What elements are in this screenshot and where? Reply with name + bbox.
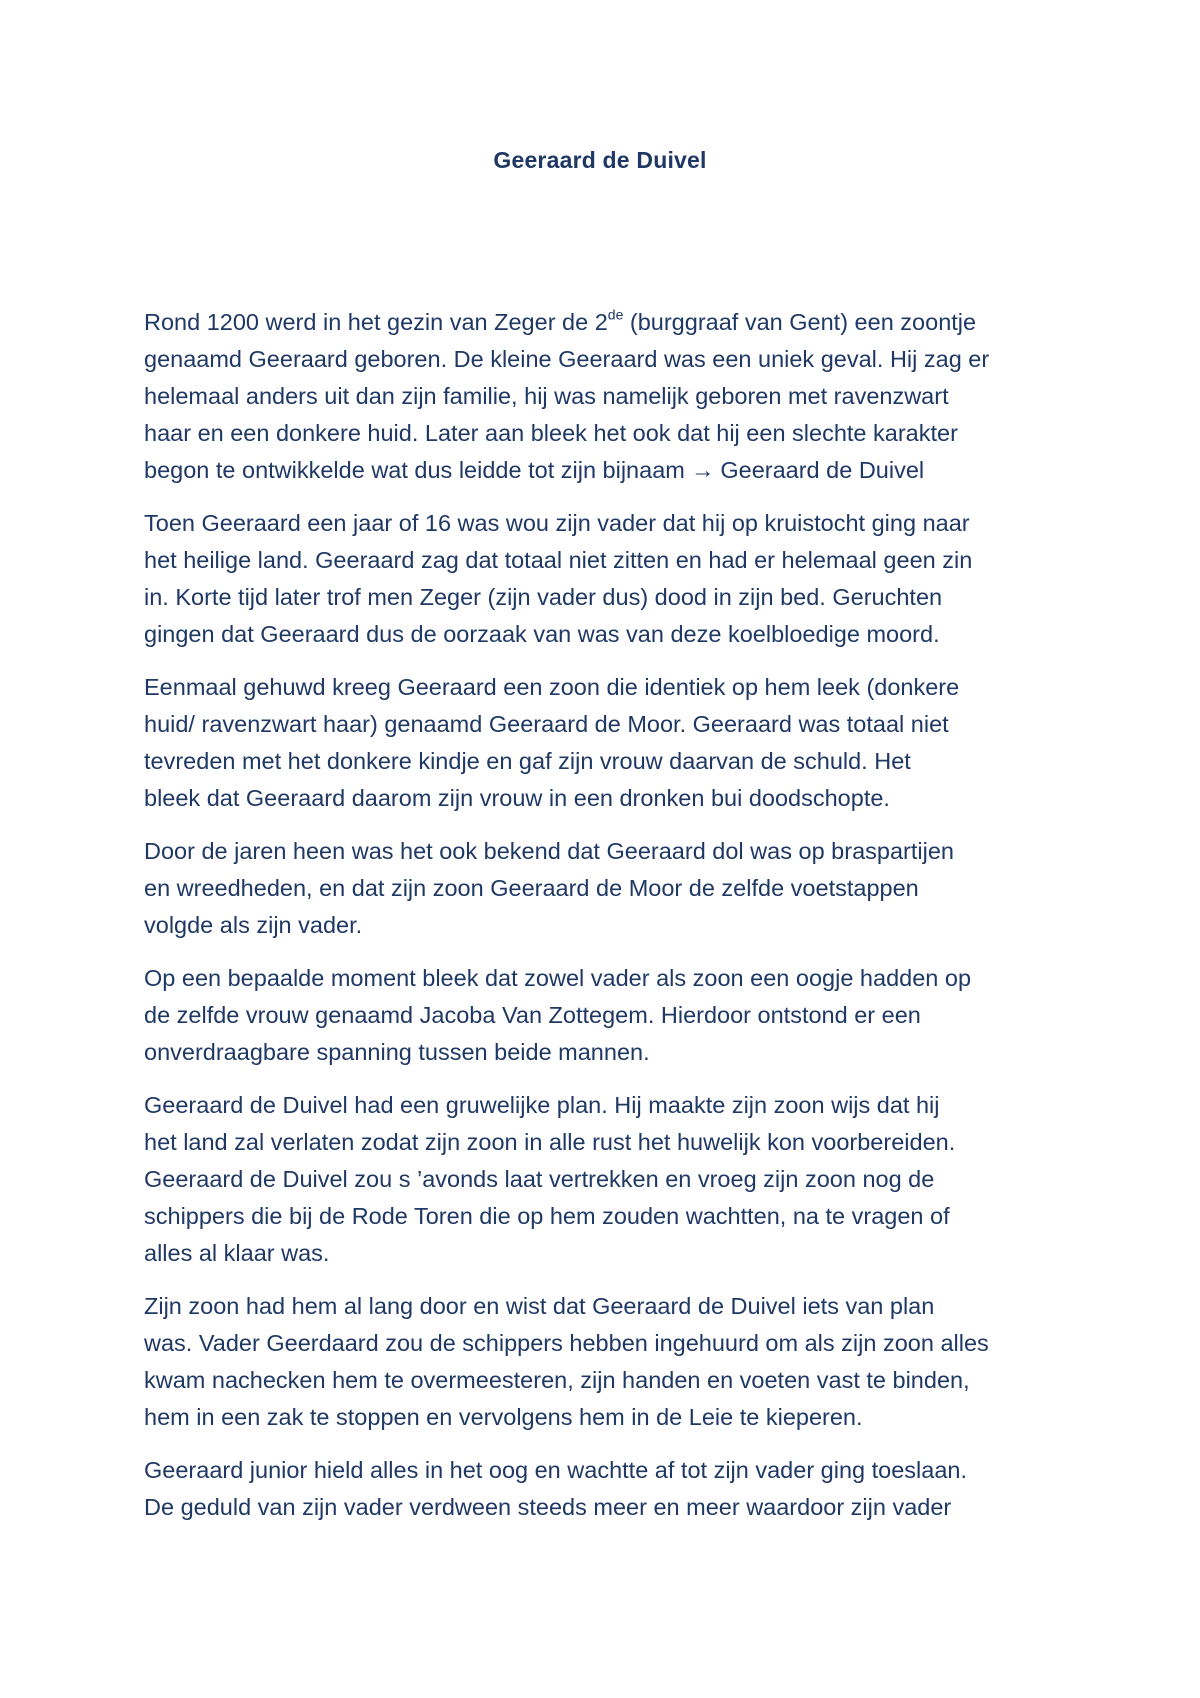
paragraph-5 bbox=[144, 960, 1074, 1071]
paragraph-6 bbox=[144, 1087, 1074, 1272]
document-body bbox=[144, 304, 1074, 1542]
text-line: volgde als zijn vader. bbox=[144, 912, 363, 938]
arrow-right-icon: → bbox=[690, 457, 715, 483]
superscript: de bbox=[607, 306, 624, 323]
paragraph-2 bbox=[144, 505, 1074, 653]
text-line: Rond 1200 werd in het gezin van Zeger de 2de (burggraaf van Gent) een zoontje bbox=[144, 306, 977, 335]
text-line: het land zal verlaten zodat zijn zoon in alle rust het huwelijk kon voorbereiden. bbox=[144, 1129, 956, 1155]
document-title: Geeraard de Duivel bbox=[493, 147, 707, 173]
text-line: bleek dat Geeraard daarom zijn vrouw in een dronken bui doodschopte. bbox=[144, 785, 890, 811]
text-line: in. Korte tijd later trof men Zeger (zijn vader dus) dood in zijn bed. Geruchten bbox=[144, 584, 943, 610]
text-line: Geeraard de Duivel had een gruwelijke plan. Hij maakte zijn zoon wijs dat hij bbox=[144, 1092, 940, 1118]
paragraph-8 bbox=[144, 1452, 1074, 1526]
text-line: en wreedheden, en dat zijn zoon Geeraard de Moor de zelfde voetstappen bbox=[144, 875, 919, 901]
text-line: Op een bepaalde moment bleek dat zowel vader als zoon een oogje hadden op bbox=[144, 965, 972, 991]
text-line: Door de jaren heen was het ook bekend dat Geeraard dol was op braspartijen bbox=[144, 838, 954, 864]
text-line: begon te ontwikkelde wat dus leidde tot zijn bijnaam → Geeraard de Duivel bbox=[144, 452, 1074, 489]
paragraph-7 bbox=[144, 1288, 1074, 1436]
text-line: Zijn zoon had hem al lang door en wist dat Geeraard de Duivel iets van plan bbox=[144, 1293, 935, 1319]
text-line: tevreden met het donkere kindje en gaf zijn vrouw daarvan de schuld. Het bbox=[144, 748, 911, 774]
paragraph-3 bbox=[144, 669, 1074, 817]
text-line: genaamd Geeraard geboren. De kleine Geeraard was een uniek geval. Hij zag er bbox=[144, 346, 990, 372]
text-line: Toen Geeraard een jaar of 16 was wou zijn vader dat hij op kruistocht ging naar bbox=[144, 510, 970, 536]
text-line: De geduld van zijn vader verdween steeds meer en meer waardoor zijn vader bbox=[144, 1494, 952, 1520]
text-line: Geeraard de Duivel zou s ’avonds laat vertrekken en vroeg zijn zoon nog de bbox=[144, 1166, 935, 1192]
text-line: hem in een zak te stoppen en vervolgens hem in de Leie te kieperen. bbox=[144, 1404, 863, 1430]
text-line: huid/ ravenzwart haar) genaamd Geeraard de Moor. Geeraard was totaal niet bbox=[144, 711, 949, 737]
text-line: onverdraagbare spanning tussen beide mannen. bbox=[144, 1039, 650, 1065]
text-line: alles al klaar was. bbox=[144, 1240, 330, 1266]
text-line: Eenmaal gehuwd kreeg Geeraard een zoon die identiek op hem leek (donkere bbox=[144, 674, 960, 700]
text-line: Geeraard junior hield alles in het oog en wachtte af tot zijn vader ging toeslaan. bbox=[144, 1457, 968, 1483]
text-line: de zelfde vrouw genaamd Jacoba Van Zottegem. Hierdoor ontstond er een bbox=[144, 1002, 921, 1028]
text-line: haar en een donkere huid. Later aan bleek het ook dat hij een slechte karakter bbox=[144, 420, 958, 446]
text-line: het heilige land. Geeraard zag dat totaal niet zitten en had er helemaal geen zin bbox=[144, 547, 973, 573]
text-line: kwam nachecken hem te overmeesteren, zijn handen en voeten vast te binden, bbox=[144, 1367, 970, 1393]
paragraph-4 bbox=[144, 833, 1074, 944]
text-line: gingen dat Geeraard dus de oorzaak van was van deze koelbloedige moord. bbox=[144, 621, 940, 647]
text-line: helemaal anders uit dan zijn familie, hij was namelijk geboren met ravenzwart bbox=[144, 383, 949, 409]
paragraph-1 bbox=[144, 304, 1074, 489]
text-line: schippers die bij de Rode Toren die op hem zouden wachtten, na te vragen of bbox=[144, 1203, 950, 1229]
text-line: was. Vader Geerdaard zou de schippers hebben ingehuurd om als zijn zoon alles bbox=[144, 1330, 989, 1356]
